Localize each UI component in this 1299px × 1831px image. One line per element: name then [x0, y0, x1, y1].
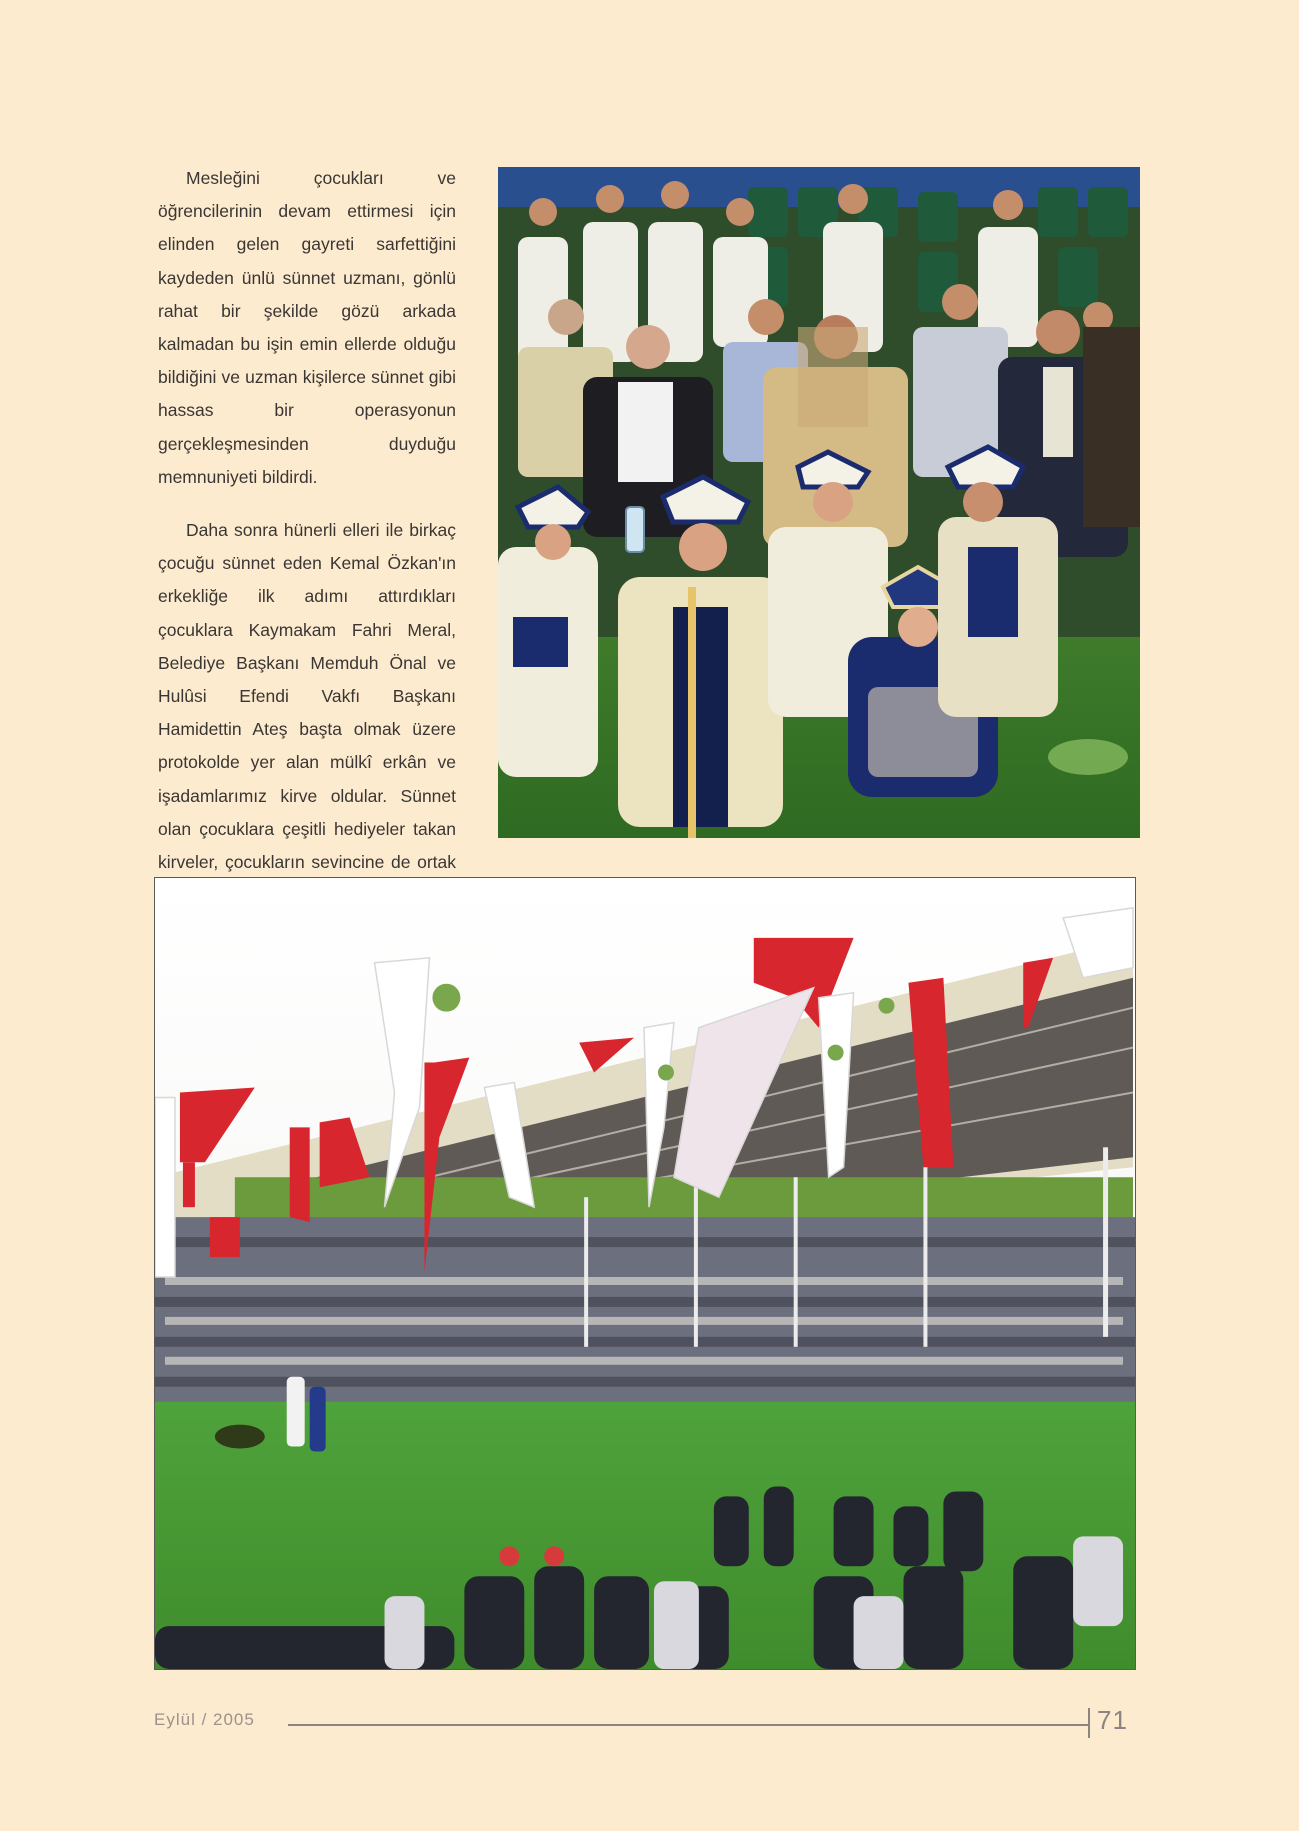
footer-rule	[288, 1724, 1088, 1726]
stadium-photo	[154, 877, 1136, 1670]
article-paragraph-1: Mesleğini çocukları ve öğrencilerinin devam ettirmesi için elinden gelen gayreti sarfettiğini kaydeden ünlü sünnet uzmanı, gönlü rahat bir şekilde gözü arkada kalmadan bu işin emin ellerde olduğu bildiğini ve uzman kişilerce sünnet gibi hassas bir operasyonun gerçekleşmesinden duyduğu memnuniyeti bildirdi.	[158, 168, 456, 487]
ceremony-photo	[498, 167, 1140, 838]
article-text	[158, 162, 456, 932]
footer-divider	[1088, 1708, 1090, 1738]
page-number: 71	[1097, 1705, 1128, 1735]
article-paragraph-2: Daha sonra hünerli elleri ile birkaç çocuğu sünnet eden Kemal Özkan'ın erkekliğe ilk adımı attırdıkları çocuklara Kaymakam Fahri Meral, Belediye Başkanı Memduh Önal ve Hulûsi Efendi Vakfı Başkanı Hamidettin Ateş başta olmak üzere protokolde yer alan mülkî erkân ve işadamlarımız kirve oldular. Sünnet olan çocuklara çeşitli hediyeler takan kirveler, çocukların sevincine de ortak	[158, 520, 456, 873]
footer-date: Eylül / 2005	[154, 1710, 255, 1729]
